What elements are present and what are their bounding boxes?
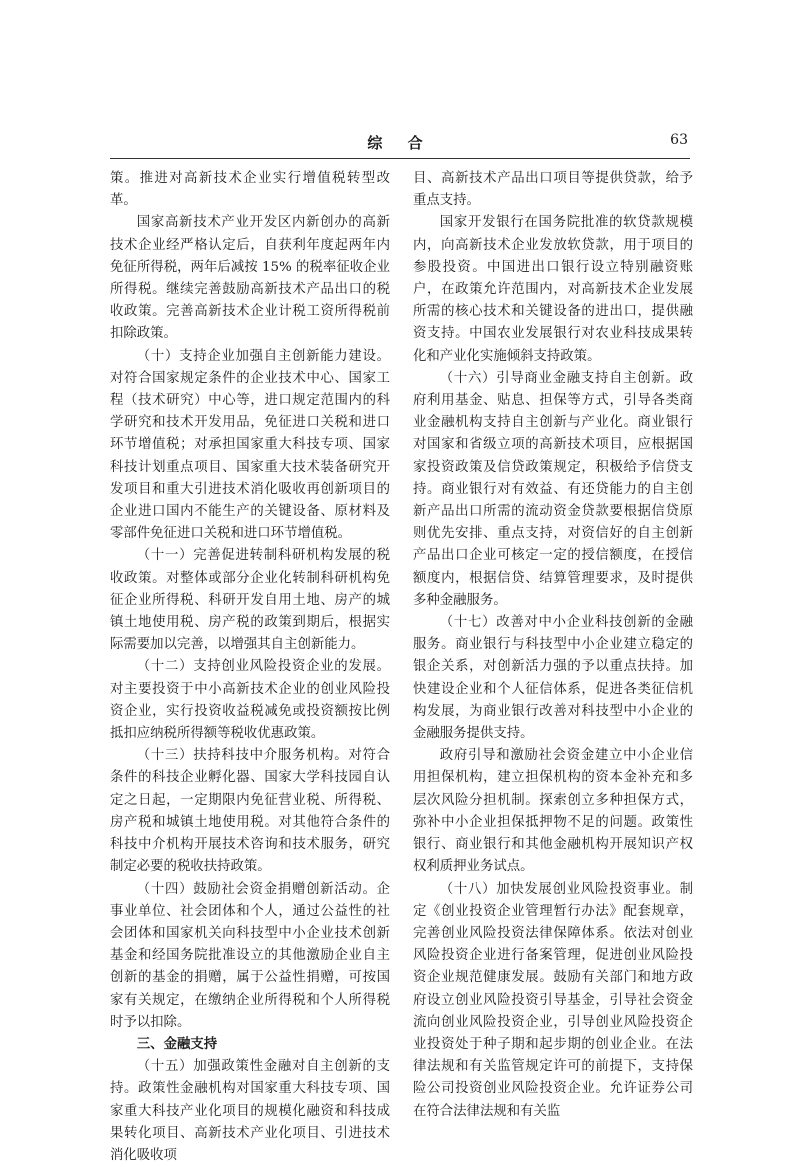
left-column (110, 168, 390, 1167)
paragraph: （十）支持企业加强自主创新能力建设。对符合国家规定条件的企业技术中心、国家工程（技术研究）中心等，进口规定范围内的科学研究和技术开发用品，免征进口关税和进口环节增值税；对承担国家重大科技专项、国家科技计划重点项目、国家重大技术装备研究开发项目和重大引进技术消化吸收再创新项目的企业进口国内不能生产的关键设备、原材料及零部件免征进口关税和进口环节增值税。 (110, 348, 390, 542)
paragraph: （十一）完善促进转制科研机构发展的税收政策。对整体或部分企业化转制科研机构免征企业所得税、科研开发自用土地、房产的城镇土地使用税、房产税的政策到期后，根据实际需要加以完善，以增强其自主创新能力。 (110, 548, 390, 653)
page-number: 63 (670, 132, 688, 148)
section-title: 综 合 (367, 134, 433, 152)
section-heading: 三、金融支持 (136, 1036, 218, 1052)
right-column (413, 168, 693, 1123)
paragraph: （十四）鼓励社会资金捐赠创新活动。企事业单位、社会团体和个人，通过公益性的社会团体和国家机关向科技型中小企业技术创新基金和经国务院批准设立的其他激励企业自主创新的基金的捐赠，属于公益性捐赠，可按国家有关规定，在缴纳企业所得税和个人所得税时予以扣除。 (110, 881, 390, 1030)
paragraph: （十七）改善对中小企业科技创新的金融服务。商业银行与科技型中小企业建立稳定的银企关系，对创新活力强的予以重点扶持。加快建设企业和个人征信体系，促进各类征信机构发展，为商业银行改善对科技型中小企业的金融服务提供支持。 (413, 615, 693, 742)
paragraph: （十三）扶持科技中介服务机构。对符合条件的科技企业孵化器、国家大学科技园自认定之日起，一定期限内免征营业税、所得税、房产税和城镇土地使用税。对其他符合条件的科技中介机构开展技术咨询和技术服务，研究制定必要的税收扶持政策。 (110, 748, 390, 875)
paragraph: 目、高新技术产品出口项目等提供贷款，给予重点支持。 (413, 171, 693, 209)
paragraph: （十六）引导商业金融支持自主创新。政府利用基金、贴息、担保等方式，引导各类商业金融机构支持自主创新与产业化。商业银行对国家和省级立项的高新技术项目，应根据国家投资政策及信贷政策规定，积极给予信贷支持。商业银行对有效益、有还贷能力的自主创新产品出口所需的流动资金贷款要根据信贷原则优先安排、重点支持，对资信好的自主创新产品出口企业可核定一定的授信额度，在授信额度内，根据信贷、结算管理要求，及时提供多种金融服务。 (413, 370, 693, 608)
paragraph: （十八）加快发展创业风险投资事业。制定《创业投资企业管理暂行办法》配套规章，完善创业风险投资法律保障体系。依法对创业风险投资企业进行备案管理，促进创业风险投资企业规范健康发展。鼓励有关部门和地方政府设立创业风险投资引导基金，引导社会资金流向创业风险投资企业，引导创业风险投资企业投资处于种子期和起步期的创业企业。在法律法规和有关监管规定许可的前提下，支持保险公司投资创业风险投资企业。允许证券公司在符合法律法规和有关监 (413, 881, 693, 1119)
paragraph: 国家开发银行在国务院批准的软贷款规模内，向高新技术企业发放软贷款，用于项目的参股投资。中国进出口银行设立特别融资账户，在政策允许范围内，对高新技术企业发展所需的核心技术和关键设备的进出口，提供融资支持。中国农业发展银行对农业科技成果转化和产业化实施倾斜支持政策。 (413, 215, 693, 364)
paragraph: （十二）支持创业风险投资企业的发展。对主要投资于中小高新技术企业的创业风险投资企业，实行投资收益税减免或投资额按比例抵扣应纳税所得额等税收优惠政策。 (110, 659, 390, 742)
paragraph: 策。推进对高新技术企业实行增值税转型改革。 (110, 171, 390, 209)
paragraph: （十五）加强政策性金融对自主创新的支持。政策性金融机构对国家重大科技专项、国家重大科技产业化项目的规模化融资和科技成果转化项目、高新技术产业化项目、引进技术消化吸收项 (110, 1059, 390, 1163)
running-header (110, 130, 690, 159)
paragraph: 国家高新技术产业开发区内新创办的高新技术企业经严格认定后，自获利年度起两年内免征所得税，两年后减按 15% 的税率征收企业所得税。继续完善鼓励高新技术产品出口的税收政策。完善高新技术企业计税工资所得税前扣除政策。 (110, 215, 390, 342)
paragraph: 政府引导和激励社会资金建立中小企业信用担保机构，建立担保机构的资本金补充和多层次风险分担机制。探索创立多种担保方式，弥补中小企业担保抵押物不足的问题。政策性银行、商业银行和其他金融机构开展知识产权权利质押业务试点。 (413, 748, 693, 875)
